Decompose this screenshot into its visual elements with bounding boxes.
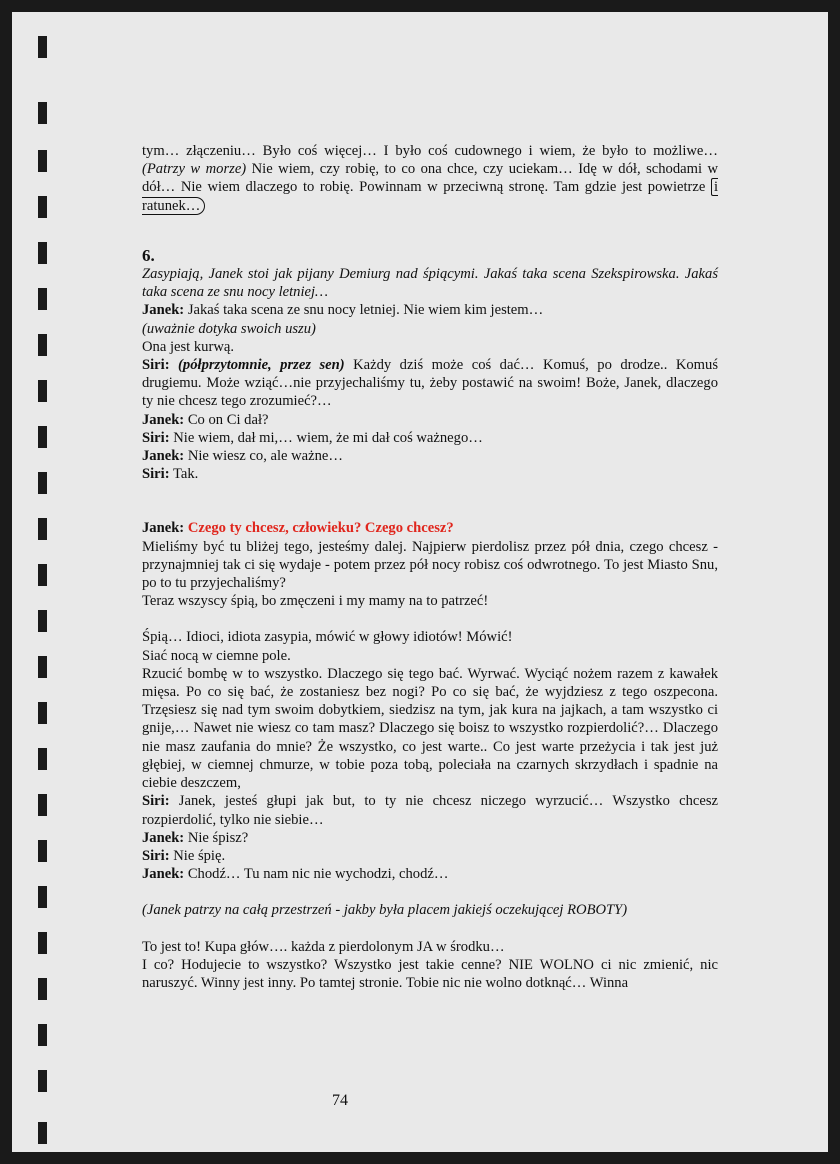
line-text: Nie śpię.: [169, 847, 226, 864]
speaker-name: Siri:: [142, 847, 170, 864]
dialogue-line: [142, 447, 718, 465]
stage-direction: (Janek patrzy na całą przestrzeń - jakby była placem jakiejś oczekującej ROBOTY): [142, 902, 628, 919]
dialogue-line: [142, 465, 718, 483]
highlighted-line: Czego ty chcesz, człowieku? Czego chcesz?: [187, 520, 454, 537]
page-number: 74: [332, 1092, 348, 1109]
stage-direction: Zasypiają, Janek stoi jak pijany Demiurg nad śpiącymi. Jakaś taka scena Szekspirowska. Jakaś taka scena ze snu nocy letniej…: [142, 266, 718, 301]
script-text: [142, 142, 718, 992]
line-text: Mieliśmy być tu bliżej tego, jesteśmy dalej. Najpierw pierdolisz przez pół dnia, czego chcesz - przynajmniej tak ci się wydaje - potem przez pół nocy robisz coś odwrotnego. To jest Miasto Snu, po to tu przyjechaliśmy?: [142, 538, 718, 592]
dialogue-line: Ona jest kurwą.: [142, 338, 234, 355]
line-text: Chodź… Tu nam nic nie wychodzi, chodź…: [184, 866, 449, 883]
document-page: [12, 12, 828, 1152]
dialogue-line: [142, 829, 718, 847]
dialogue-line: [142, 865, 718, 883]
dialogue-line: [142, 792, 718, 828]
stage-direction: (Patrzy w morze): [142, 161, 247, 178]
line-text: Nie wiem, dał mi,… wiem, że mi dał coś ważnego…: [169, 429, 483, 446]
line-text: Każdy dziś może coś dać… Komuś, po drodze.. Komuś drugiemu. Może wziąć…nie przyjechaliśmy tu, żeby postawić na swoim! Boże, Janek, dlaczego ty nie chcesz tego zrozumieć?…: [142, 357, 719, 410]
speaker-name: Siri:: [142, 793, 170, 810]
dialogue-line: [142, 411, 718, 429]
speaker-name: Siri:: [142, 429, 170, 446]
speaker-name: Siri:: [142, 466, 170, 483]
line-text: Śpią… Idioci, idiota zasypia, mówić w głowy idiotów! Mówić!: [142, 629, 513, 646]
line-text: Siać nocą w ciemne pole.: [142, 647, 291, 664]
dialogue-line: [142, 301, 718, 319]
text-run: tym… złączeniu… Było coś więcej… I było coś cudownego i wiem, że było to możliwe…: [142, 143, 718, 159]
line-text: I co? Hodujecie to wszystko? Wszystko jest takie cenne? NIE WOLNO ci nic zmienić, nic naruszyć. Winny jest inny. Po tamtej stronie. Tobie nic nie wolno dotknąć… Winna: [142, 956, 718, 991]
dialogue-line: [142, 519, 718, 537]
dialogue-line: [142, 429, 718, 447]
line-text: Rzucić bombę w to wszystko. Dlaczego się tego bać. Wyrwać. Wyciąć nożem razem z kawałek mięsa. Po co się bać, że zostaniesz bez nogi? Po co się bać, że wyjdziesz z tego oszpecona. Trzęsiesz się nad tym swoim dobytkiem, siedzisz na tym, jak kura na jajkach, a tam wszystko ci gnije,… Nawet nie wiesz co tam masz? Dlaczego się boisz to wszystko rozpierdolić?… Dlaczego nie masz zaufania do mnie? Że wszystko, co jest warte.. Co jest warte przeżycia i tak jest już głębiej, w ciemnej chmurze, w tobie poza tobą, poleciała na czarnych skrzydłach i spadnie na ciebie deszczem,: [142, 665, 718, 792]
dialogue-line: [142, 356, 718, 411]
speaker-name: Janek:: [142, 302, 185, 319]
scene-number: 6.: [142, 245, 155, 265]
stage-direction: (półprzytomnie, przez sen): [169, 357, 345, 374]
speaker-name: Janek:: [142, 411, 185, 428]
speaker-name: Janek:: [142, 829, 185, 846]
speaker-name: Janek:: [142, 448, 185, 465]
line-text: To jest to! Kupa głów…. każda z pierdolonym JA w środku…: [142, 938, 505, 955]
speaker-name: Janek:: [142, 520, 185, 537]
line-text: Teraz wszyscy śpią, bo zmęczeni i my mamy na to patrzeć!: [142, 593, 489, 610]
dialogue-line: [142, 847, 718, 865]
line-text: Co on Ci dał?: [184, 411, 269, 428]
stage-direction: (uważnie dotyka swoich uszu): [142, 320, 316, 337]
line-text: Nie wiesz co, ale ważne…: [184, 448, 344, 465]
line-text: Tak.: [169, 466, 199, 483]
speaker-name: Janek:: [142, 866, 185, 883]
speaker-name: Siri:: [142, 357, 170, 374]
text-run: Nie wiem, czy robię, to co ona chce, czy uciekam… Idę w dół, schodami w dół… Nie wiem dlaczego to robię. Powinnam w przeciwną stronę. Tam gdzie jest powietrze: [142, 161, 719, 196]
line-text: Nie śpisz?: [184, 829, 249, 846]
line-text: Jakaś taka scena ze snu nocy letniej. Nie wiem kim jestem…: [184, 302, 544, 319]
handwritten-box-mark: i ratunek…: [142, 179, 718, 214]
line-text: Janek, jesteś głupi jak but, to ty nie chcesz niczego wyrzucić… Wszystko chcesz rozpierdolić, tylko nie siebie…: [142, 793, 718, 828]
opening-paragraph: [142, 142, 718, 215]
